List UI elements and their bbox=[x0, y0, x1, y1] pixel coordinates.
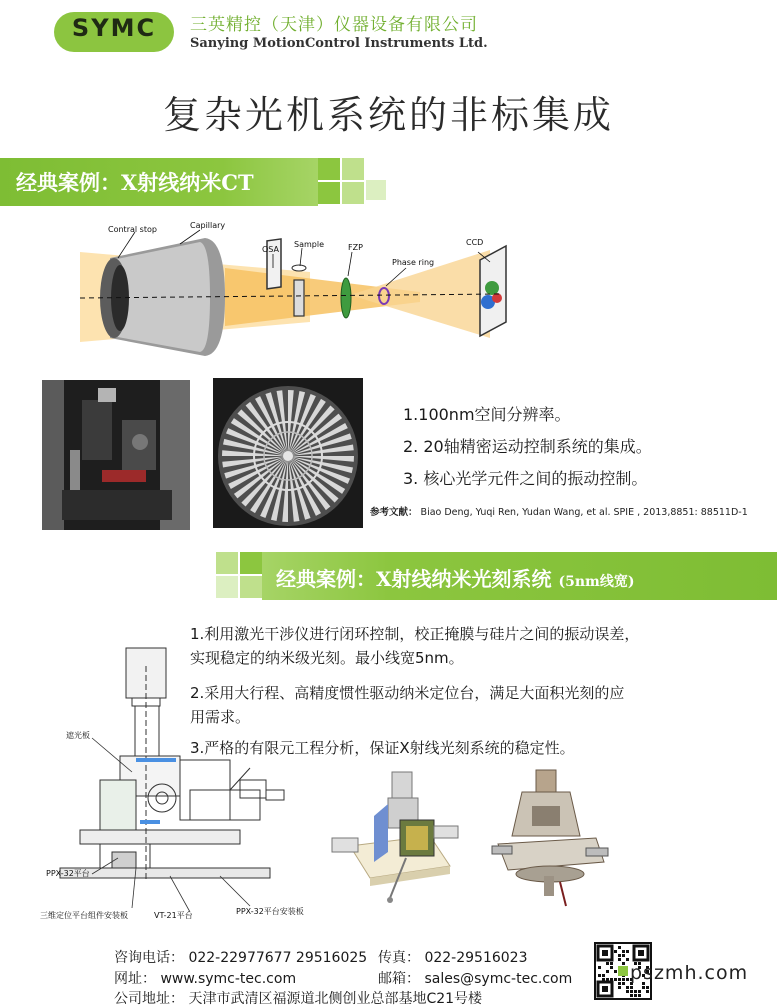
label-vt21: VT-21平台 bbox=[154, 911, 193, 920]
case1-bullet-1: 1.100nm空间分辨率。 bbox=[403, 405, 571, 424]
case2-title-suffix: (5nm线宽) bbox=[558, 574, 635, 590]
qr-module bbox=[626, 950, 629, 953]
qr-module bbox=[602, 974, 605, 977]
banner-square bbox=[342, 158, 364, 180]
qr-module bbox=[618, 954, 621, 957]
reference-line bbox=[370, 504, 748, 518]
qr-module bbox=[626, 990, 629, 993]
banner-square bbox=[342, 182, 364, 204]
nano-ct-optics-diagram bbox=[60, 210, 530, 370]
banner-square bbox=[216, 576, 238, 598]
qr-module bbox=[622, 978, 625, 981]
banner-square bbox=[240, 576, 262, 598]
qr-module bbox=[610, 966, 613, 969]
company-name-cn: 三英精控（天津）仪器设备有限公司 bbox=[190, 15, 478, 35]
fzp-lens bbox=[341, 278, 351, 318]
label-capillary: Capillary bbox=[190, 221, 226, 230]
label-osa: OSA bbox=[262, 245, 279, 254]
qr-module bbox=[630, 986, 633, 989]
qr-module bbox=[626, 978, 629, 981]
qr-module bbox=[610, 962, 613, 965]
case2-point-1b: 实现稳定的纳米级光刻。最小线宽5nm。 bbox=[190, 649, 464, 667]
case1-bullet-3: 3. 核心光学元件之间的振动控制。 bbox=[403, 469, 648, 488]
qr-module bbox=[642, 986, 645, 989]
qr-module bbox=[614, 970, 617, 973]
qr-module bbox=[622, 962, 625, 965]
case2-point-3: 3.严格的有限元工程分析，保证X射线光刻系统的稳定性。 bbox=[190, 739, 575, 757]
label-three-axis-mount: 三维定位平台组件安装板 bbox=[40, 911, 128, 920]
case2-title-wrap bbox=[276, 563, 634, 592]
qr-module bbox=[618, 986, 621, 989]
label-sample: Sample bbox=[294, 240, 324, 249]
qr-module bbox=[614, 950, 617, 953]
qr-module bbox=[638, 990, 641, 993]
label-ppx32-mount: PPX-32平台安装板 bbox=[236, 907, 304, 916]
qr-module bbox=[618, 946, 621, 949]
qr-module bbox=[634, 990, 637, 993]
qr-module bbox=[598, 966, 601, 969]
qr-module bbox=[606, 970, 609, 973]
label-fzp: FZP bbox=[348, 243, 363, 252]
company-name-en: Sanying MotionControl Instruments Ltd. bbox=[190, 36, 488, 51]
qr-module bbox=[646, 990, 649, 993]
label-ccd: CCD bbox=[466, 238, 484, 247]
contact-address: 公司地址： 天津市武清区福源道北侧创业总部基地C21号楼 bbox=[114, 991, 483, 1007]
banner-square bbox=[318, 182, 340, 204]
siemens-star-image bbox=[213, 378, 363, 528]
case2-title: 经典案例：X射线纳米光刻系统 bbox=[276, 567, 552, 591]
banner-square bbox=[366, 180, 386, 200]
label-shield: 遮光板 bbox=[66, 731, 90, 740]
qr-module bbox=[634, 994, 637, 997]
page-title: 复杂光机系统的非标集成 bbox=[162, 93, 614, 137]
qr-module bbox=[602, 978, 605, 981]
logo-text: SYMC bbox=[71, 14, 157, 42]
qr-module bbox=[618, 982, 621, 985]
case2-point-1a: 1.利用激光干涉仪进行闭环控制，校正掩膜与硅片之间的振动误差， bbox=[190, 625, 640, 643]
qr-module bbox=[622, 982, 625, 985]
case2-point-2a: 2.采用大行程、高精度惯性驱动纳米定位台，满足大面积光刻的应 bbox=[190, 684, 625, 702]
qr-module bbox=[618, 978, 621, 981]
banner-square bbox=[318, 158, 340, 180]
contact-website[interactable]: 网址： www.symc-tec.com bbox=[114, 971, 297, 987]
label-phase-ring: Phase ring bbox=[392, 258, 435, 267]
lithography-3d-render-2 bbox=[486, 766, 616, 916]
qr-module bbox=[622, 954, 625, 957]
contact-fax: 传真： 022-29516023 bbox=[378, 950, 528, 966]
case2-point-2b: 用需求。 bbox=[190, 708, 251, 726]
qr-module bbox=[614, 978, 617, 981]
label-central-stop: Contral stop bbox=[108, 225, 157, 234]
qr-module bbox=[630, 994, 633, 997]
reference-text: Biao Deng, Yuqi Ren, Yudan Wang, et al. SPIE , 2013,8851: 88511D-1 bbox=[420, 507, 748, 518]
banner-square bbox=[216, 552, 238, 574]
nano-ct-instrument-photo bbox=[42, 380, 190, 530]
case1-title: 经典案例：X射线纳米CT bbox=[16, 170, 254, 195]
reference-label: 参考文献： bbox=[370, 507, 418, 518]
contact-email[interactable]: 邮箱： sales@symc-tec.com bbox=[378, 971, 573, 987]
banner-square bbox=[240, 552, 262, 574]
qr-module bbox=[638, 994, 641, 997]
qr-module bbox=[630, 990, 633, 993]
qr-module bbox=[626, 986, 629, 989]
qr-module bbox=[626, 958, 629, 961]
lithography-3d-render-1 bbox=[330, 766, 470, 916]
sample-holder bbox=[294, 280, 304, 316]
contact-phone: 咨询电话： 022-22977677 29516025 bbox=[114, 950, 368, 966]
qr-module bbox=[598, 974, 601, 977]
qr-module bbox=[610, 978, 613, 981]
qr-module bbox=[646, 986, 649, 989]
qr-module bbox=[622, 950, 625, 953]
qr-module bbox=[606, 962, 609, 965]
watermark: pszmh.com bbox=[630, 962, 749, 984]
case1-bullet-2: 2. 20轴精密运动控制系统的集成。 bbox=[403, 437, 652, 456]
qr-module bbox=[618, 958, 621, 961]
qr-module bbox=[606, 978, 609, 981]
label-ppx32: PPX-32平台 bbox=[46, 869, 90, 878]
